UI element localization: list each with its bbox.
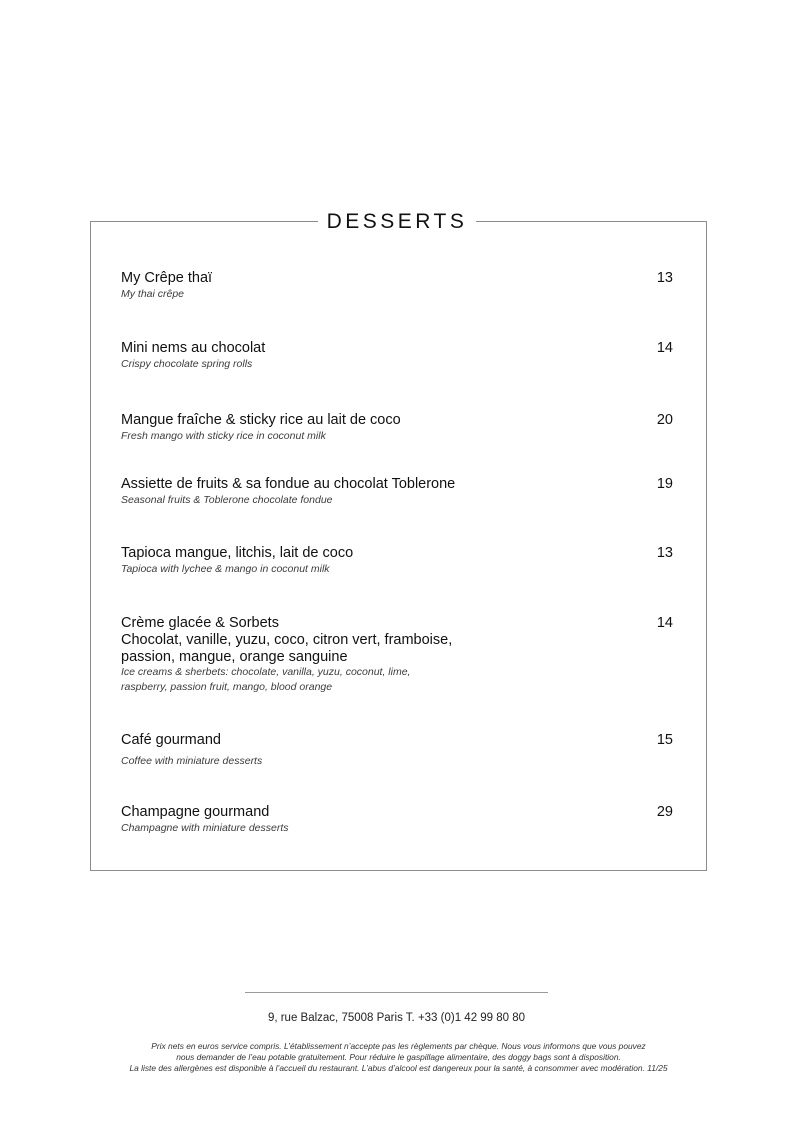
item-price: 13 xyxy=(656,270,673,286)
item-price: 20 xyxy=(656,412,673,428)
item-description: Seasonal fruits & Toblerone chocolate fondue xyxy=(121,494,333,506)
menu-item xyxy=(121,476,677,508)
item-price: 15 xyxy=(656,732,673,748)
legal-line: Prix nets en euros service compris. L’établissement n’accepte pas les règlements par chèque. Nous vous informons que vous pouvez xyxy=(151,1041,646,1051)
item-price: 19 xyxy=(656,476,673,492)
menu-item xyxy=(121,615,677,695)
footer-divider xyxy=(245,992,548,993)
item-name: My Crêpe thaï xyxy=(121,270,213,286)
item-price: 13 xyxy=(656,545,673,561)
legal-line: La liste des allergènes est disponible à l’accueil du restaurant. L’abus d’alcool est dangereux pour la santé, à consommer avec modération. 11/25 xyxy=(129,1063,668,1073)
item-name: Tapioca mangue, litchis, lait de coco xyxy=(121,545,354,561)
item-description: Champagne with miniature desserts xyxy=(121,822,289,834)
menu-item xyxy=(121,270,677,302)
item-description: Fresh mango with sticky rice in coconut milk xyxy=(121,430,326,442)
menu-item xyxy=(121,804,677,836)
item-flavours: Chocolat, vanille, yuzu, coco, citron vert, framboise, passion, mangue, orange sanguine xyxy=(121,632,453,665)
item-name: Mini nems au chocolat xyxy=(121,340,266,356)
item-description: Ice creams & sherbets: chocolate, vanilla, yuzu, coconut, lime, raspberry, passion fruit, mango, blood orange xyxy=(121,666,411,693)
item-name: Mangue fraîche & sticky rice au lait de coco xyxy=(121,412,401,428)
menu-item xyxy=(121,340,677,372)
item-name: Assiette de fruits & sa fondue au chocolat Toblerone xyxy=(121,476,456,492)
item-name: Café gourmand xyxy=(121,732,221,748)
item-price: 14 xyxy=(656,615,673,631)
item-description: Coffee with miniature desserts xyxy=(121,755,263,767)
menu-item xyxy=(121,412,677,444)
legal-line: nous demander de l’eau potable gratuitement. Pour réduire le gaspillage alimentaire, des doggy bags sont à disposition. xyxy=(176,1052,621,1062)
menu-item xyxy=(121,732,677,769)
menu-item xyxy=(121,545,677,577)
legal-notice xyxy=(90,1041,707,1074)
item-description: Crispy chocolate spring rolls xyxy=(121,358,253,370)
item-price: 14 xyxy=(656,340,673,356)
menu-title: DESSERTS xyxy=(318,206,476,238)
item-name: Crème glacée & Sorbets xyxy=(121,615,279,631)
restaurant-address: 9, rue Balzac, 75008 Paris T. +33 (0)1 42 99 80 80 xyxy=(267,1012,526,1024)
item-price: 29 xyxy=(656,804,673,820)
item-name: Champagne gourmand xyxy=(121,804,270,820)
item-description: Tapioca with lychee & mango in coconut milk xyxy=(121,563,330,575)
item-description: My thai crêpe xyxy=(121,288,185,300)
